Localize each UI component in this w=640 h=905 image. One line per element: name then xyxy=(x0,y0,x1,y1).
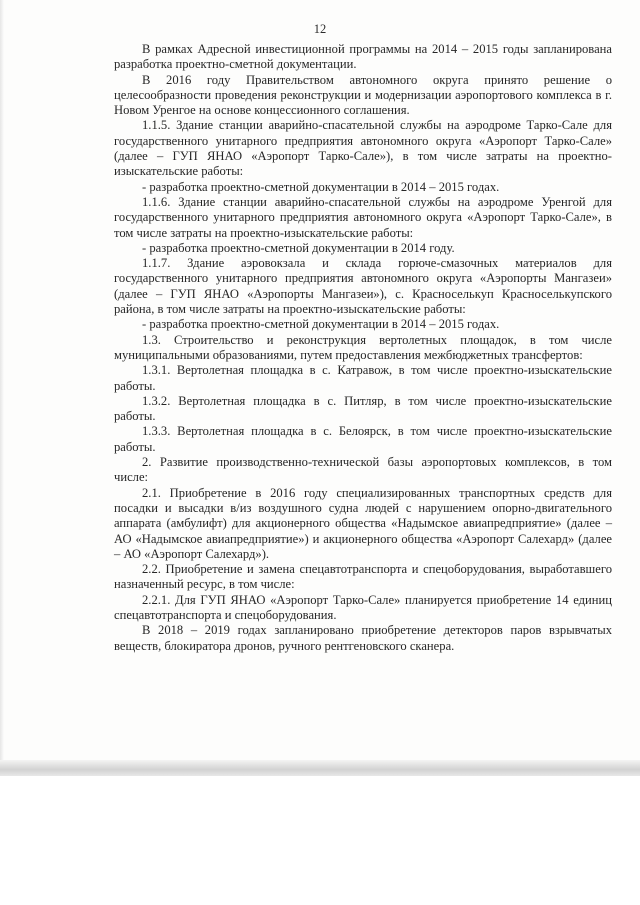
paragraph-2: 2. Развитие производственно-технической базы аэропортовых комплексов, в том числе: xyxy=(114,455,612,485)
paragraph-decision-2016: В 2016 году Правительством автономного округа принято решение о целесообразности проведения реконструкции и модернизации аэропортового комплекса в г. Новом Уренгое на основе концессионного соглашения. xyxy=(114,72,612,118)
scan-edge-left xyxy=(0,0,4,775)
paragraph-2-2: 2.2. Приобретение и замена спецавтотранспорта и спецоборудования, выработавшего назначенный ресурс, в том числе: xyxy=(114,562,612,592)
page-number: 12 xyxy=(313,22,327,36)
paragraph-1-3-3: 1.3.3. Вертолетная площадка в с. Белоярск, в том числе проектно-изыскательские работы. xyxy=(114,424,612,454)
paragraph-1-1-5: 1.1.5. Здание станции аварийно-спасательной службы на аэродроме Тарко-Сале для государственного унитарного предприятия автономного округа «Аэропорт Тарко-Сале» (далее – ГУП ЯНАО «Аэропорт Тарко-Сале»), в том числе затраты на проектно-изыскательские работы: xyxy=(114,118,612,179)
paragraph-1-1-6: 1.1.6. Здание станции аварийно-спасательной службы на аэродроме Уренгой для государственного унитарного предприятия автономного округа «Аэропорт Тарко-Сале», в том числе затраты на проектно-изыскательские работы: xyxy=(114,194,612,240)
paragraph-2018-2019: В 2018 – 2019 годах запланировано приобретение детекторов паров взрывчатых веществ, блокиратора дронов, ручного рентгеновского сканера. xyxy=(114,623,612,653)
paragraph-2-2-1: 2.2.1. Для ГУП ЯНАО «Аэропорт Тарко-Сале» планируется приобретение 14 единиц спецавтотранспорта и спецоборудования. xyxy=(114,592,612,622)
paragraph-1-3-1: 1.3.1. Вертолетная площадка в с. Катравож, в том числе проектно-изыскательские работы. xyxy=(114,363,612,393)
paragraph-1-3-2: 1.3.2. Вертолетная площадка в с. Питляр, в том числе проектно-изыскательские работы. xyxy=(114,393,612,424)
paragraph-2-1: 2.1. Приобретение в 2016 году специализированных транспортных средств для посадки и высадки в/из воздушного судна людей с нарушением опорно-двигательного аппарата (амбулифт) для акционерного общества «Надымское авиапредприятие» (далее – АО «Надымское авиапредприятие») и акционерного общества «Аэропорт Салехард» (далее – АО «Аэропорт Салехард»). xyxy=(114,485,612,561)
scan-edge-bottom xyxy=(0,760,640,776)
paragraph-program: В рамках Адресной инвестиционной программы на 2014 – 2015 годы запланирована разработка проектно-сметной документации. xyxy=(114,42,612,72)
paragraph-1-1-7: 1.1.7. Здание аэровокзала и склада горюче-смазочных материалов для государственного унитарного предприятия автономного округа «Аэропорты Мангазеи» (далее – ГУП ЯНАО «Аэропорты Мангазеи»), с. Красноселькуп Красноселькупского района, в том числе затраты на проектно-изыскательские работы: xyxy=(114,256,612,317)
paragraph-1-3: 1.3. Строительство и реконструкция вертолетных площадок, в том числе муниципальными образованиями, путем предоставления межбюджетных трансфертов: xyxy=(114,332,612,362)
paragraph-1-1-5-item: - разработка проектно-сметной документации в 2014 – 2015 годах. xyxy=(142,179,500,194)
paragraph-1-1-7-item: - разработка проектно-сметной документации в 2014 – 2015 годах. xyxy=(142,317,500,332)
paragraph-1-1-6-item: - разработка проектно-сметной документации в 2014 году. xyxy=(142,240,455,255)
document-body xyxy=(114,42,612,654)
